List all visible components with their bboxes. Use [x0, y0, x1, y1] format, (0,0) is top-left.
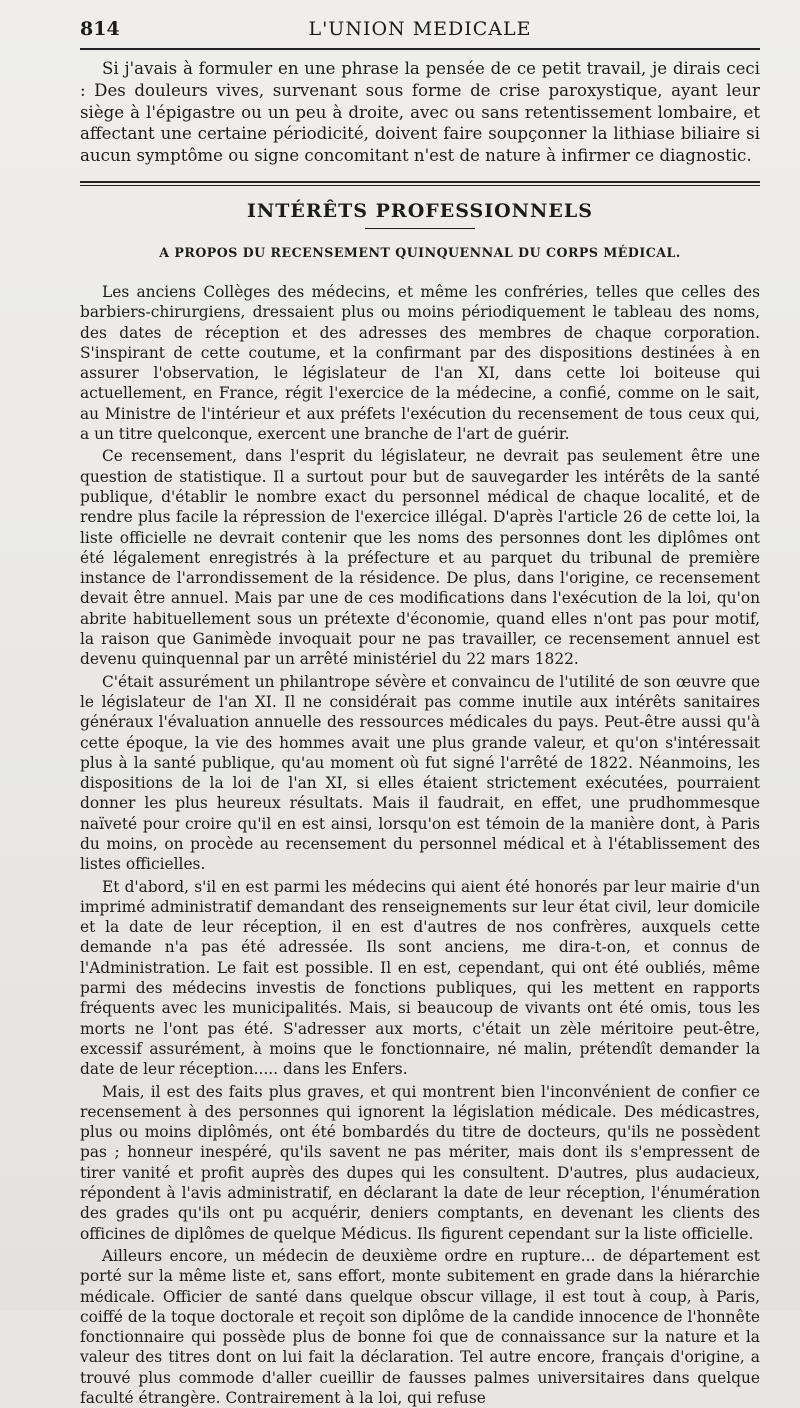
article-body — [80, 282, 760, 1408]
section-divider — [80, 181, 760, 186]
page-number: 814 — [80, 18, 120, 40]
title-underline — [365, 228, 475, 229]
body-paragraph: Ailleurs encore, un médecin de deuxième ordre en rupture... de département est porté sur la même liste et, sans effort, monte subitement en grade dans la hiérarchie médicale. Officier de santé dans quelque obscur village, il est tout à coup, à Paris, coiffé de la toque doctorale et reçoit son diplôme de la candide innocence de l'honnête fonctionnaire qui possède plus de bonne foi que de connaissance sur la nature et la valeur des titres dont on lui fait la déclaration. Tel autre encore, français d'origine, a trouvé plus commode d'aller cueillir de fausses palmes universitaires dans quelque faculté étrangère. Contrairement à la loi, qui refuse — [80, 1246, 760, 1408]
running-head: L'UNION MEDICALE — [308, 18, 532, 40]
body-paragraph: C'était assurément un philantrope sévère et convaincu de l'utilité de son œuvre que le législateur de l'an XI. Il ne considérait pas comme inutile aux intérêts sanitaires généraux l'évaluation annuelle des ressources médicales du pays. Peut-être aussi qu'à cette époque, la vie des hommes avait une plus grande valeur, et qu'on s'intéressait plus à la santé publique, qu'au moment où fut signé l'arrêté de 1822. Néanmoins, les dispositions de la loi de l'an XI, si elles étaient strictement exécutées, pourraient donner les plus heureux résultats. Mais il faudrait, en effet, une prudhommesque naïveté pour croire qu'il en est ainsi, lorsqu'on est témoin de la manière dont, à Paris du moins, on procède au recensement du personnel médical et à l'établissement des listes officielles. — [80, 672, 760, 874]
page-header — [80, 18, 760, 50]
body-paragraph: Mais, il est des faits plus graves, et qui montrent bien l'inconvénient de confier ce recensement à des personnes qui ignorent la législation médicale. Des médicastres, plus ou moins diplômés, ont été bombardés du titre de docteurs, qu'ils ne possèdent pas ; honneur inespéré, qu'ils savent ne pas mériter, mais dont ils s'empressent de tirer vanité et profit auprès des dupes qui les consultent. D'autres, plus audacieux, répondent à l'avis administratif, en déclarant la date de leur réception, l'énumération des grades qu'ils ont pu acquérir, deniers comptants, en devenant les clients des officines de diplômes de quelque Médicus. Ils figurent cependant sur la liste officielle. — [80, 1082, 760, 1243]
body-paragraph: Et d'abord, s'il en est parmi les médecins qui aient été honorés par leur mairie d'un imprimé administratif demandant des renseignements sur leur état civil, leur domicile et la date de leur réception, il en est d'autres de nos confrères, auxquels cette demande n'a pas été adressée. Ils sont anciens, me dira-t-on, et connus de l'Administration. Le fait est possible. Il en est, cependant, qui ont été oubliés, même parmi des médecins investis de fonctions publiques, qui les mettent en rapports fréquents avec les municipalités. Mais, si beaucoup de vivants ont été omis, tous les morts ne l'ont pas été. S'adresser aux morts, c'était un zèle méritoire peut-être, excessif assurément, à moins que le fonctionnaire, né malin, prétendît demander la date de leur réception..... dans les Enfers. — [80, 877, 760, 1079]
section-title: INTÉRÊTS PROFESSIONNELS — [247, 199, 593, 222]
body-paragraph: Les anciens Collèges des médecins, et même les confréries, telles que celles des barbiers-chirurgiens, dressaient plus ou moins périodiquement le tableau des noms, des dates de réception et des adresses des membres de chaque corporation. S'inspirant de cette coutume, et la confirmant par des dispositions destinées à en assurer l'observation, le législateur de l'an XI, dans cette loi boiteuse qui actuellement, en France, régit l'exercice de la médecine, a confié, comme on le sait, au Ministre de l'intérieur et aux préfets l'exécution du recensement de tous ceux qui, a un titre quelconque, exercent une branche de l'art de guérir. — [80, 282, 760, 444]
body-paragraph: Ce recensement, dans l'esprit du législateur, ne devrait pas seulement être une question de statistique. Il a surtout pour but de sauvegarder les intérêts de la santé publique, d'établir le nombre exact du personnel médical de chaque localité, et de rendre plus facile la répression de l'exercice illégal. D'après l'article 26 de cette loi, la liste officielle ne devrait contenir que les noms des personnes dont les diplômes ont été légalement enregistrés à la préfecture et au parquet du tribunal de première instance de l'arrondissement de la résidence. De plus, dans l'origine, ce recensement devait être annuel. Mais par une de ces modifications dans l'exécution de la loi, qu'on abrite habituellement sous un prétexte d'économie, quand elles n'ont pas pour motif, la raison que Ganimède invoquait pour ne pas travailler, ce recensement annuel est devenu quinquennal par un arrêté ministériel du 22 mars 1822. — [80, 447, 760, 669]
article-title: A PROPOS DU RECENSEMENT QUINQUENNAL DU CORPS MÉDICAL. — [159, 244, 681, 260]
intro-paragraph: Si j'avais à formuler en une phrase la pensée de ce petit travail, je dirais ceci : Des douleurs vives, survenant sous forme de crise paroxystique, ayant leur siège à l'épigastre ou un peu à droite, avec ou sans retentissement lombaire, et affectant une certaine périodicité, doivent faire soupçonner la lithiase biliaire si aucun symptôme ou signe concomitant n'est de nature à infirmer ce diagnostic. — [80, 59, 760, 166]
